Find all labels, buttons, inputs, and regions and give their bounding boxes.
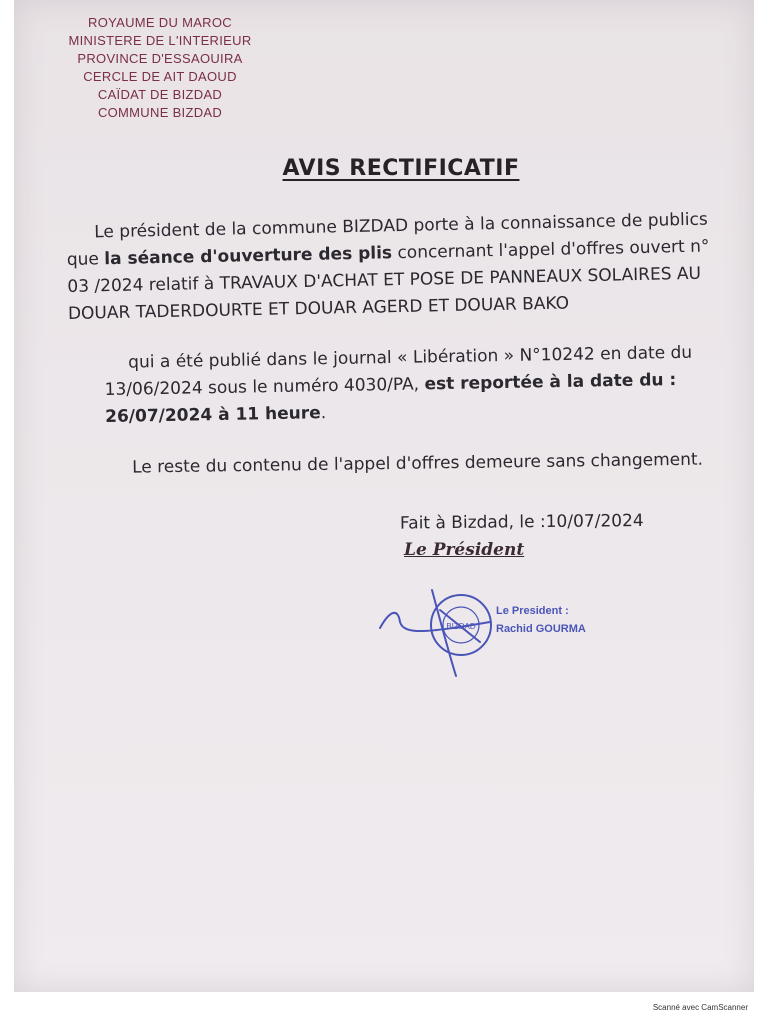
- header-line: CERCLE DE AIT DAOUD: [83, 69, 237, 84]
- administrative-header: [40, 14, 280, 122]
- stamp-center-text: BIZDAD: [446, 622, 476, 631]
- place-date-line: Fait à Bizdad, le :10/07/2024: [399, 511, 644, 534]
- paragraph-postponement: [104, 340, 705, 431]
- scanned-page: [14, 0, 754, 992]
- paragraph-text: concernant l'appel d'offres ouvert n° 03 /2024 relatif à TRAVAUX D'ACHAT ET POSE DE PANNEAUX SOLAIRES AU DOUAR TADERDOURTE ET DOUAR AGERD ET DOUAR BAKO: [67, 236, 710, 324]
- document-title: AVIS RECTIFICATIF: [282, 156, 520, 181]
- header-line: COMMUNE BIZDAD: [97, 105, 223, 120]
- signatory-label: Le President :: [496, 605, 569, 617]
- header-line: PROVINCE D'ESSAOUIRA: [77, 51, 243, 66]
- signatory-title: Le Président: [404, 540, 525, 560]
- paragraph-text: Le reste du contenu de l'appel d'offres demeure sans changement.: [132, 449, 704, 478]
- paragraph-text: .: [320, 403, 327, 424]
- signatory-name: Rachid GOURMA: [496, 623, 586, 635]
- paragraph-text: Le président de la commune BIZDAD porte à la connaissance de publics que: [66, 209, 708, 270]
- header-line: ROYAUME DU MAROC: [88, 15, 232, 30]
- header-line: CAÏDAT DE BIZDAD: [97, 87, 223, 102]
- paragraph-text: qui a été publié dans le journal « Libération » N°10242 en date du 13/06/2024 sous le numéro 4030/PA,: [104, 342, 693, 400]
- paragraph-bold-text: est reportée à la date du : 26/07/2024 à 11 heure: [104, 370, 677, 427]
- paragraph-bold-text: la séance d'ouverture des plis: [104, 243, 393, 270]
- signature-block: [370, 580, 610, 690]
- paragraph-announcement: [66, 206, 718, 328]
- scanner-watermark: Scanné avec CamScanner: [652, 1003, 748, 1012]
- signatory-stamp-text: [496, 602, 586, 638]
- header-line: MINISTERE DE L'INTERIEUR: [68, 33, 252, 48]
- handwritten-signature: [380, 590, 490, 676]
